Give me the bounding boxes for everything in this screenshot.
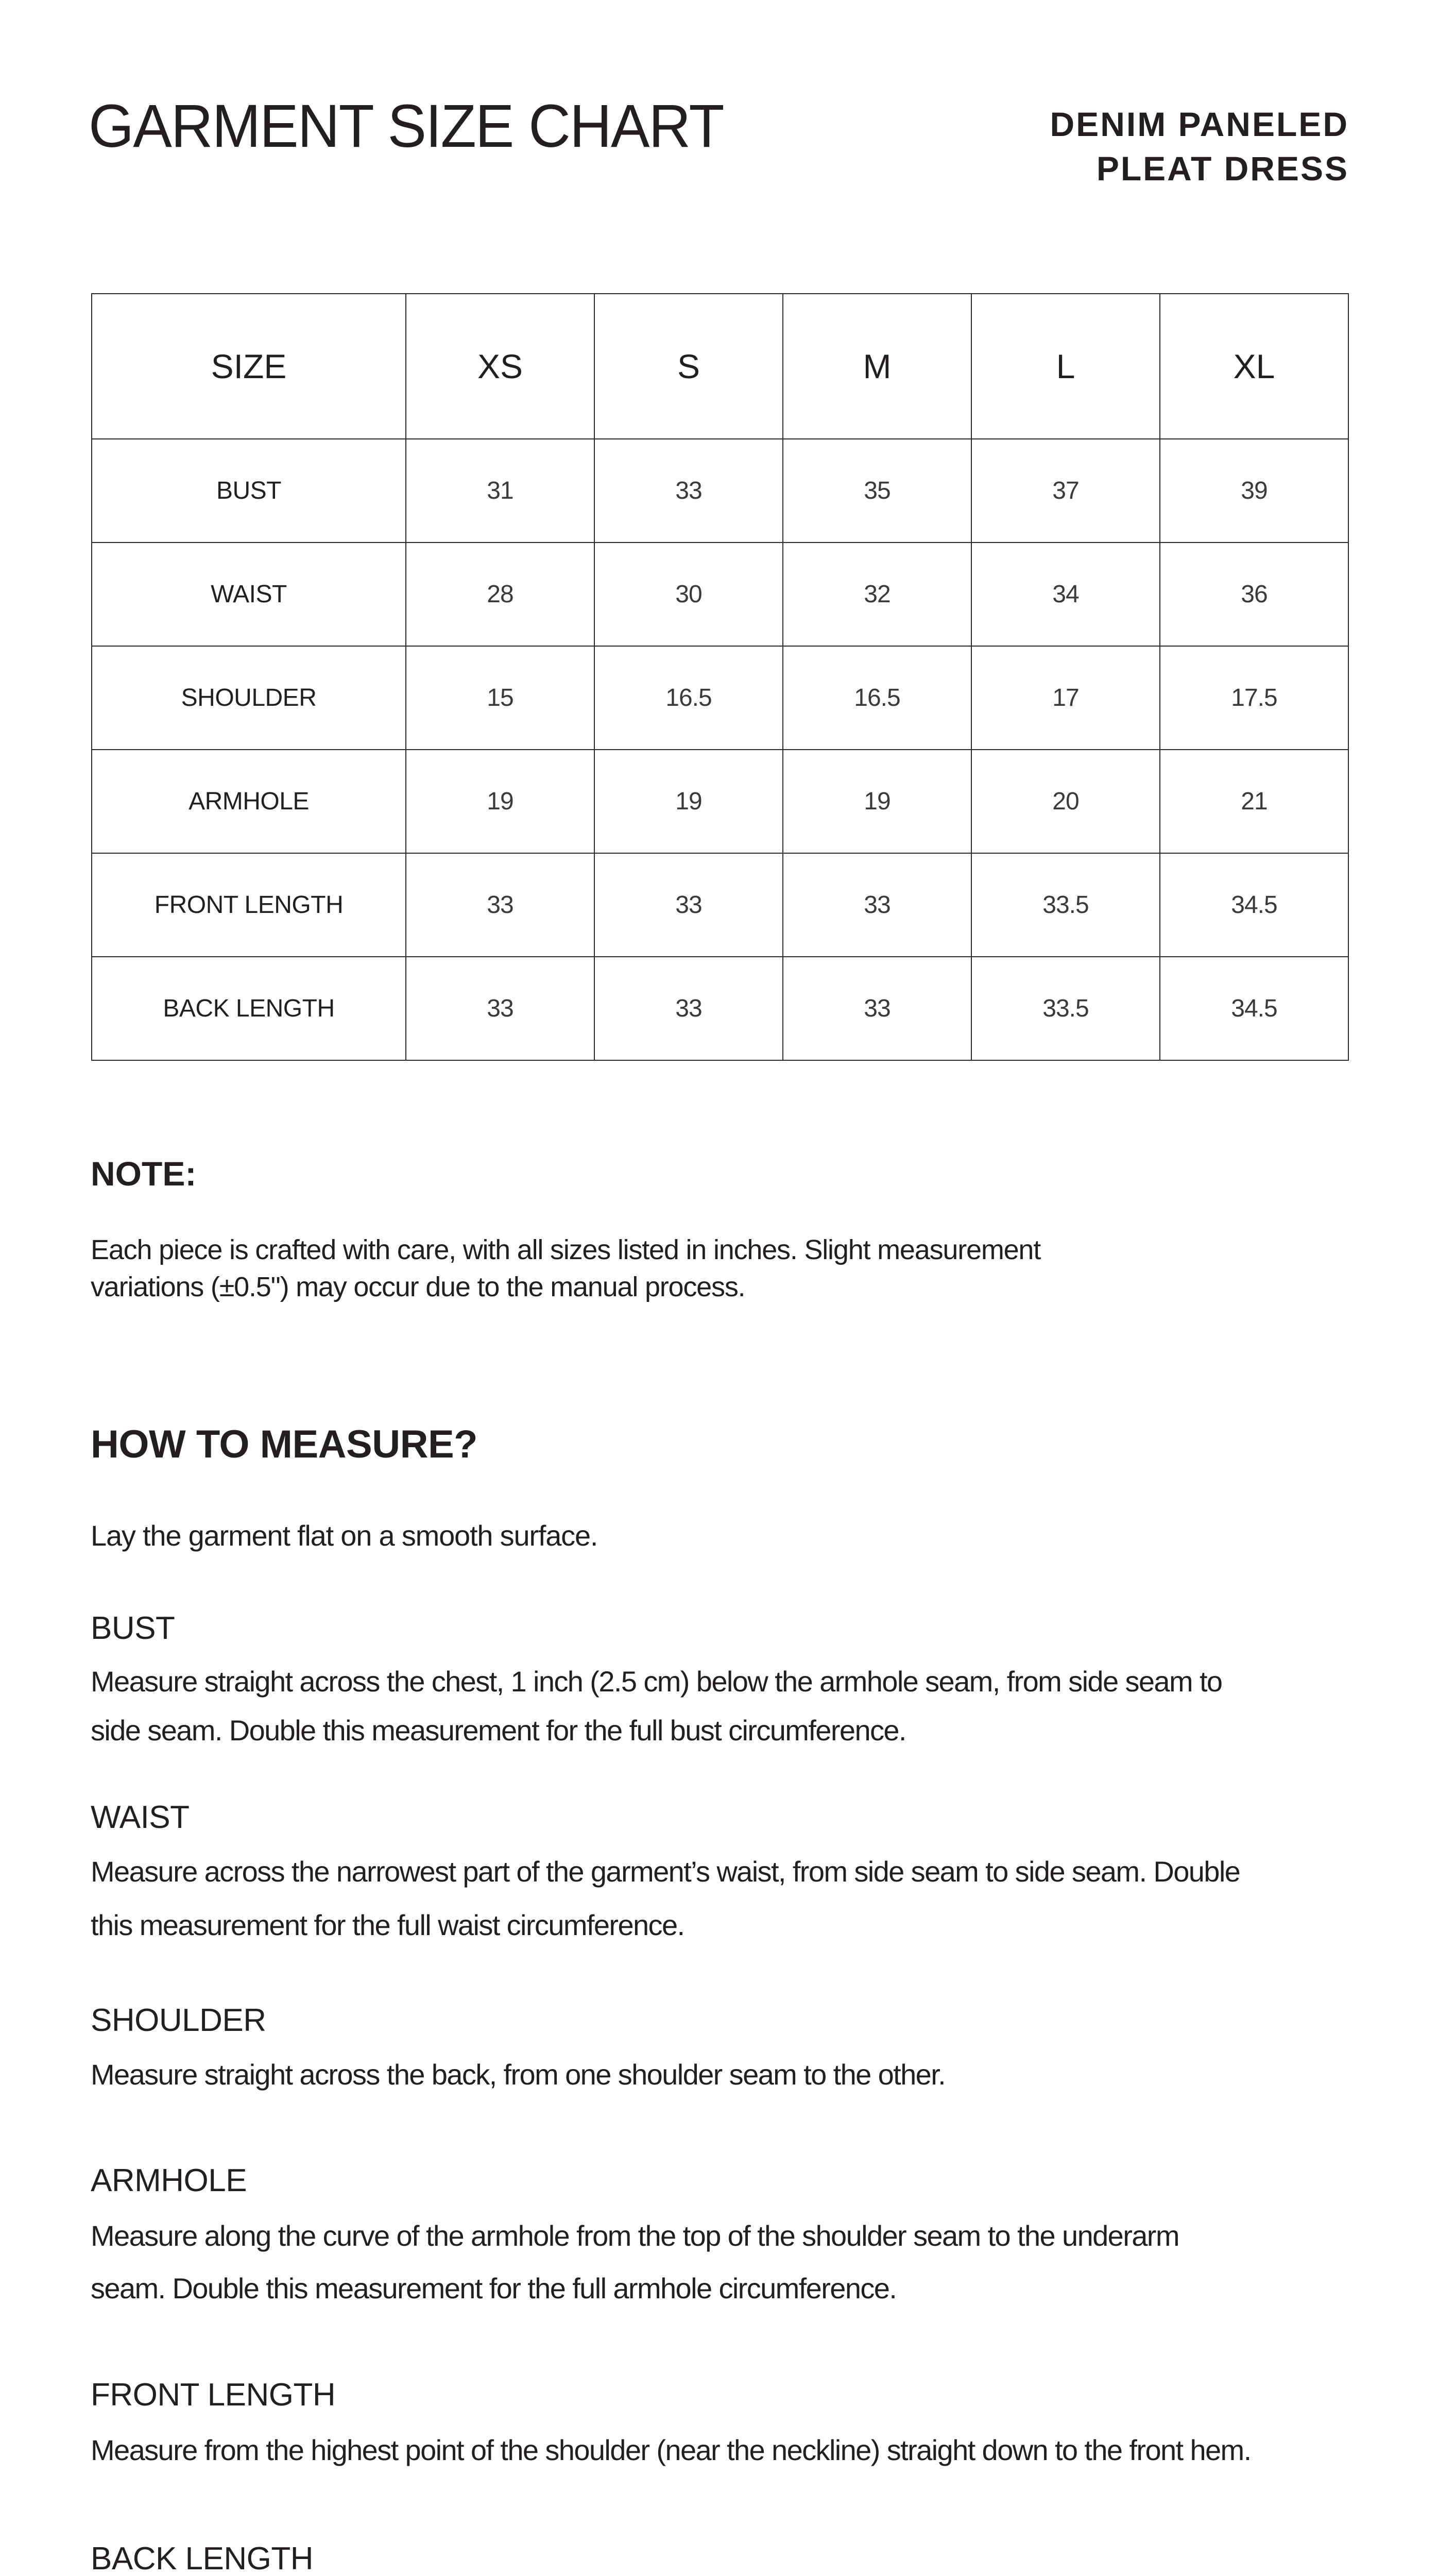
- cell-l: 17: [971, 646, 1160, 750]
- measurement-title: FRONT LENGTH: [91, 2377, 336, 2413]
- column-header-l: L: [971, 294, 1160, 439]
- measurement-title: SHOULDER: [91, 2003, 266, 2038]
- row-label: FRONT LENGTH: [92, 853, 406, 957]
- cell-s: 30: [594, 543, 783, 646]
- measurement-description-line: Measure along the curve of the armhole from the top of the shoulder seam to the underarm: [91, 2219, 1179, 2252]
- cell-xs: 31: [406, 439, 594, 543]
- table-row: [92, 439, 1348, 543]
- table-row: [92, 750, 1348, 853]
- row-label: ARMHOLE: [92, 750, 406, 853]
- cell-xs: 33: [406, 853, 594, 957]
- table-header-row: [92, 294, 1348, 439]
- cell-xl: 39: [1160, 439, 1348, 543]
- cell-l: 34: [971, 543, 1160, 646]
- row-label: WAIST: [92, 543, 406, 646]
- cell-xs: 19: [406, 750, 594, 853]
- cell-m: 33: [783, 957, 971, 1060]
- cell-xs: 33: [406, 957, 594, 1060]
- cell-s: 33: [594, 439, 783, 543]
- column-header-xs: XS: [406, 294, 594, 439]
- cell-xl: 34.5: [1160, 957, 1348, 1060]
- column-header-m: M: [783, 294, 971, 439]
- how-to-measure-intro: Lay the garment flat on a smooth surface.: [91, 1519, 598, 1552]
- cell-m: 32: [783, 543, 971, 646]
- note-text-line: Each piece is crafted with care, with all sizes listed in inches. Slight measurement: [91, 1234, 1041, 1265]
- measurement-description-line: side seam. Double this measurement for the full bust circumference.: [91, 1714, 906, 1747]
- row-label: BACK LENGTH: [92, 957, 406, 1060]
- measurement-description-line: Measure from the highest point of the shoulder (near the neckline) straight down to the front hem.: [91, 2434, 1251, 2466]
- measurement-title: ARMHOLE: [91, 2163, 247, 2198]
- row-label: BUST: [92, 439, 406, 543]
- cell-s: 33: [594, 853, 783, 957]
- cell-m: 33: [783, 853, 971, 957]
- how-to-measure-heading: HOW TO MEASURE?: [91, 1422, 478, 1466]
- measurement-description-line: this measurement for the full waist circumference.: [91, 1909, 684, 1941]
- cell-m: 19: [783, 750, 971, 853]
- cell-xs: 28: [406, 543, 594, 646]
- note-heading: NOTE:: [91, 1155, 197, 1193]
- cell-xl: 17.5: [1160, 646, 1348, 750]
- cell-s: 16.5: [594, 646, 783, 750]
- cell-xl: 36: [1160, 543, 1348, 646]
- cell-l: 20: [971, 750, 1160, 853]
- cell-s: 33: [594, 957, 783, 1060]
- column-header-size: SIZE: [92, 294, 406, 439]
- page-title: GARMENT SIZE CHART: [89, 92, 724, 160]
- column-header-xl: XL: [1160, 294, 1348, 439]
- cell-xl: 34.5: [1160, 853, 1348, 957]
- cell-l: 37: [971, 439, 1160, 543]
- measurement-title: BACK LENGTH: [91, 2541, 314, 2576]
- table-row: [92, 543, 1348, 646]
- note-text-line: variations (±0.5") may occur due to the manual process.: [91, 1272, 745, 1302]
- measurement-title: WAIST: [91, 1800, 190, 1835]
- size-chart-table: [91, 293, 1349, 1061]
- product-name-line-2: PLEAT DRESS: [1096, 149, 1349, 188]
- cell-xs: 15: [406, 646, 594, 750]
- cell-m: 16.5: [783, 646, 971, 750]
- cell-m: 35: [783, 439, 971, 543]
- cell-l: 33.5: [971, 957, 1160, 1060]
- product-name-line-1: DENIM PANELED: [1050, 105, 1349, 143]
- measurement-description-line: Measure straight across the back, from one shoulder seam to the other.: [91, 2058, 946, 2091]
- cell-xl: 21: [1160, 750, 1348, 853]
- table-row: [92, 646, 1348, 750]
- column-header-s: S: [594, 294, 783, 439]
- table-row: [92, 853, 1348, 957]
- measurement-description-line: Measure straight across the chest, 1 inch (2.5 cm) below the armhole seam, from side seam to: [91, 1665, 1222, 1698]
- cell-l: 33.5: [971, 853, 1160, 957]
- row-label: SHOULDER: [92, 646, 406, 750]
- measurement-title: BUST: [91, 1611, 175, 1646]
- table-row: [92, 957, 1348, 1060]
- cell-s: 19: [594, 750, 783, 853]
- measurement-description-line: seam. Double this measurement for the full armhole circumference.: [91, 2272, 897, 2304]
- product-name: [1050, 102, 1349, 191]
- measurement-description-line: Measure across the narrowest part of the garment’s waist, from side seam to side seam. Double: [91, 1855, 1240, 1888]
